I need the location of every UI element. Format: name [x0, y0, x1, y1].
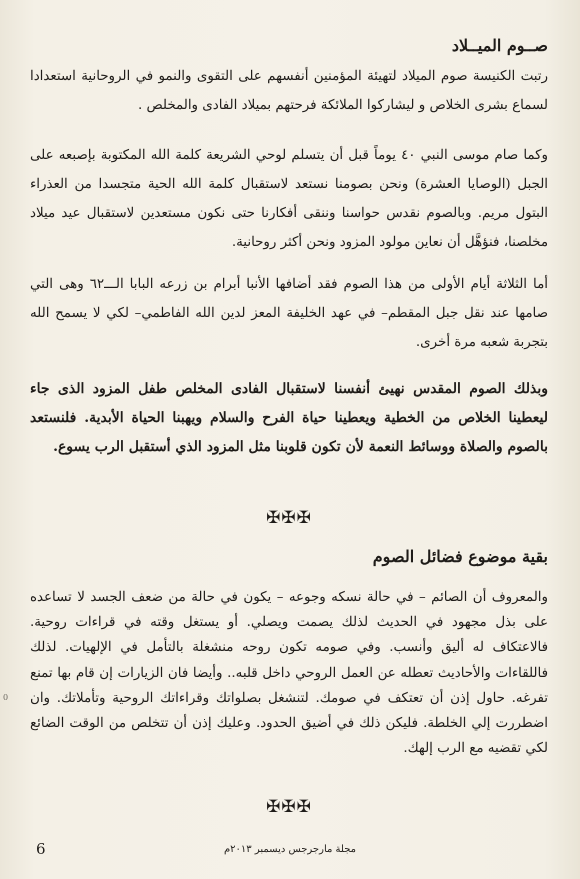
page-number: 6: [36, 840, 46, 858]
paragraph-moses: وكما صام موسى النبي ٤٠ يوماً قبل أن يتسلم لوحي الشريعة كلمة الله المكتوبة بإصبعه على الجبل (الوصايا العشرة) ونحن بصومنا نستعد لاستقبال كلمة الله الحية متجسدا من العذراء البتول مريم. وبالصوم نقدس حواسنا وننقى أفكارنا حتى نكون مستعدين لاستقبال عيد ميلاد مخلصنا، فنؤهَّل أن نعاين مولود المزود ونحن أكثر روحانية.: [30, 148, 548, 250]
cross-separator: ✠✠✠: [266, 508, 312, 528]
paragraph-three-days: أما الثلاثة أيام الأولى من هذا الصوم فقد أضافها الأنبا أبرام بن زرعه البابا الـــ٦٢ وهى التي صامها عند نقل جبل المقطم– في عهد الخليفة المعز لدين الله الفاطمي– لكي لا يسمح الله بتجربة شعبه مرة أخرى.: [30, 277, 548, 350]
margin-mark: 0: [3, 693, 9, 702]
section-title-nativity-fast: صــوم الميــلاد: [451, 36, 548, 55]
page-footer: [0, 836, 580, 864]
paragraph-intro: رتبت الكنيسة صوم الميلاد لتهيئة المؤمنين أنفسهم على التقوى والنمو في الروحانية استعدادا لسماع بشرى الخلاص و ليشاركوا الملائكة فرحتهم بميلاد الفادى والمخلص .: [30, 69, 548, 113]
section-title-fasting-virtues: بقية موضوع فضائل الصوم: [372, 547, 548, 566]
magazine-footer: مجلة مارجرجس ديسمبر ٢٠١٣م: [223, 844, 357, 855]
paragraph-fasting-virtues: والمعروف أن الصائم – في حالة نسكه وجوعه – يكون في حالة من ضعف الجسد لا تساعده على بذل مجهود في الحديث لذلك يصمت ويصلي. أو يستغل وقته في قراءات روحية. فالاعتكاف له أليق وأنسب. وفي صومه تكون روحه منشغلة بالتأمل في الإلهيات. لذلك فاللقاءات والأحاديث تعطله عن العمل الروحي داخل قلبه.. وأيضا فان الزيارات إن قام بها تمنع تفرغه. حاول إذن أن تعتكف في صومك. لتنشغل بصلواتك وقراءاتك الروحية وتأملاتك. وان اضطررت إلي الخلطة. فليكن ذلك في أضيق الحدود. وعليك إذن أن تتخلص من الوقت الضائع لكي تقضيه مع الرب إلهك.: [30, 590, 548, 757]
cross-separator-bottom: ✠✠✠: [266, 797, 312, 817]
paragraph-closing: وبذلك الصوم المقدس نهيئ أنفسنا لاستقبال الفادى المخلص طفل المزود الذى جاء ليعطينا الخلاص من الخطية ويعطينا حياة الفرح والسلام ويهبنا الحياة الأبدية. فلنستعد بالصوم والصلاة ووسائط النعمة لأن تكون قلوبنا مثل المزود الذي أستقبل الرب يسوع.: [30, 381, 548, 455]
